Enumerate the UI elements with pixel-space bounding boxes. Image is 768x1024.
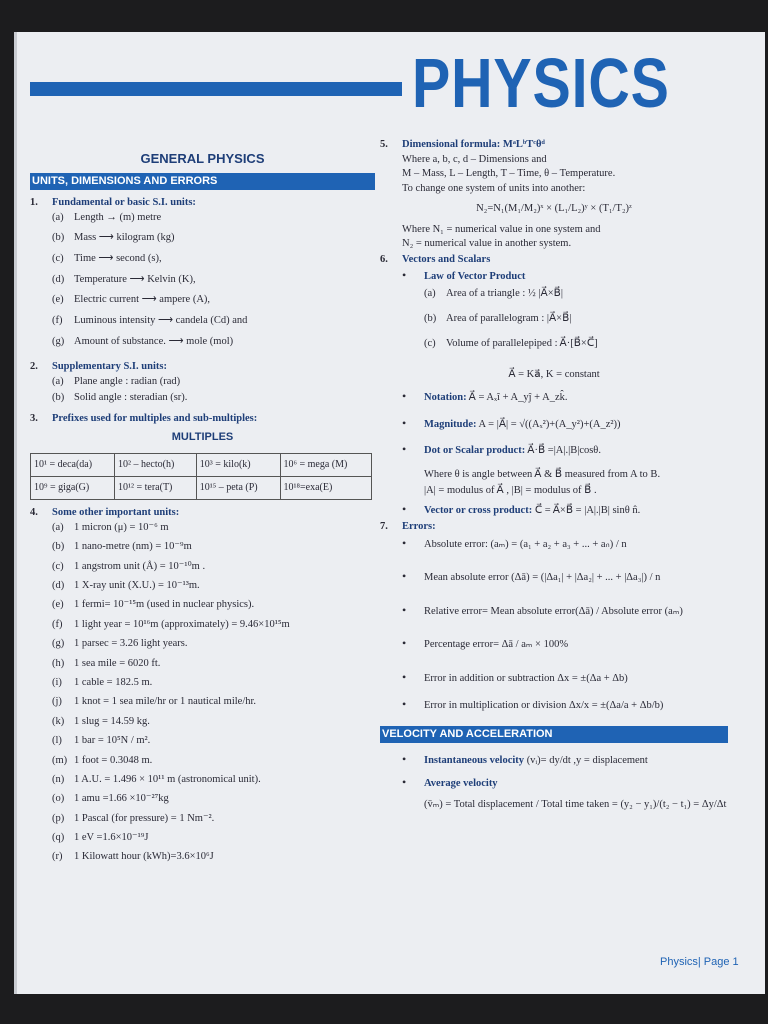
error-item xyxy=(402,537,728,551)
error-text: Error in addition or subtraction Δx = ±(Δa + Δb) xyxy=(424,672,628,684)
important-unit-item-text: 1 micron (μ) = 10⁻⁶ m xyxy=(74,521,169,533)
unit-item-key: (f) xyxy=(52,314,63,326)
prefix-cell: 10¹⁸=exa(E) xyxy=(280,477,372,500)
error-text: Absolute error: (aₘ) = (a₁ + a₂ + a₃ + ... + aₙ) / n xyxy=(424,538,627,550)
important-unit-item-key: (i) xyxy=(52,676,62,688)
section-4-title: 4. Some other important units: xyxy=(30,507,180,519)
supplementary-item-text: Plane angle : radian (rad) xyxy=(74,375,181,387)
important-unit-item-key: (o) xyxy=(52,793,65,805)
important-unit-item-text: 1 slug = 14.59 kg. xyxy=(74,715,150,727)
important-unit-item xyxy=(52,600,375,619)
velocity-item xyxy=(402,753,728,767)
dot-product-note: Where θ is angle between A⃗ & B⃗ measured from A to B. xyxy=(424,468,661,480)
important-unit-item xyxy=(52,852,375,871)
unit-item xyxy=(52,337,375,358)
important-unit-item xyxy=(52,833,375,852)
important-unit-item-text: 1 nano-metre (nm) = 10⁻⁹m xyxy=(74,541,192,553)
important-unit-item xyxy=(52,697,375,716)
velocity-band: VELOCITY AND ACCELERATION xyxy=(380,726,728,743)
page-title: PHYSICS xyxy=(412,44,670,122)
bullet-dot: • xyxy=(402,535,407,550)
important-unit-item xyxy=(52,775,375,794)
error-item xyxy=(402,637,728,651)
unit-item xyxy=(52,316,375,337)
important-unit-item-text: 1 angstrom unit (Å) = 10⁻¹⁰m . xyxy=(74,560,206,572)
important-unit-item-key: (q) xyxy=(52,832,65,844)
vector-bullets xyxy=(380,390,728,457)
bullet-label: Notation: xyxy=(424,392,467,403)
important-unit-item xyxy=(52,659,375,678)
errors-list xyxy=(380,537,728,712)
prefix-cell: 10¹ = deca(da) xyxy=(31,454,115,477)
important-unit-item-key: (b) xyxy=(52,541,65,553)
important-unit-item xyxy=(52,717,375,736)
prefix-row xyxy=(31,454,372,477)
important-unit-item-key: (d) xyxy=(52,579,65,591)
error-text: Error in multiplication or division Δx/x = ±(Δa/a + Δb/b) xyxy=(424,700,664,711)
important-unit-item xyxy=(52,794,375,813)
important-unit-item-key: (p) xyxy=(52,812,65,824)
section-1-title: 1. Fundamental or basic S.I. units: xyxy=(30,197,196,208)
error-item xyxy=(402,671,728,685)
important-unit-item-text: 1 Pascal (for pressure) = 1 Nm⁻². xyxy=(74,812,215,824)
bullet-dot: • xyxy=(402,415,407,430)
numerical-value-line: Where N₁ = numerical value in one system and xyxy=(402,223,601,235)
vector-bullet xyxy=(402,417,728,431)
important-unit-item xyxy=(52,523,375,542)
vector-item-key: (a) xyxy=(424,287,436,299)
important-unit-item-key: (j) xyxy=(52,696,62,708)
important-unit-item-key: (m) xyxy=(52,754,68,766)
bullet-dot: • xyxy=(402,669,407,684)
unit-item-key: (d) xyxy=(52,273,65,285)
unit-item-text: Temperature ⟶ Kelvin (K), xyxy=(74,273,196,285)
unit-item-key: (c) xyxy=(52,252,64,264)
bullet-dot: • xyxy=(402,389,407,403)
bullet-dot: • xyxy=(402,697,407,711)
vector-law-heading: • Law of Vector Product xyxy=(402,268,526,282)
important-unit-item-key: (a) xyxy=(52,521,64,533)
error-item xyxy=(402,698,728,712)
important-unit-item-text: 1 A.U. = 1.496 × 10¹¹ m (astronomical unit). xyxy=(74,773,261,785)
prefix-cell: 10⁶ = mega (M) xyxy=(280,454,372,477)
vector-product-item xyxy=(424,339,728,364)
important-unit-item-key: (h) xyxy=(52,657,65,669)
bullet-dot: • xyxy=(402,636,407,650)
important-unit-item xyxy=(52,620,375,639)
dimension-text-line: Where a, b, c, d – Dimensions and xyxy=(402,153,547,165)
supplementary-item-key: (b) xyxy=(52,391,65,403)
important-unit-item-text: 1 light year = 10¹⁶m (approximately) = 9.46×10¹⁵m xyxy=(74,618,290,630)
supplementary-item xyxy=(52,377,375,393)
bullet-dot: • xyxy=(402,602,407,617)
error-text: Mean absolute error (Δā) = (|Δa₁| + |Δa₂| + ... + |Δa₃|) / n xyxy=(424,572,661,583)
unit-item xyxy=(52,295,375,316)
section-4-list xyxy=(30,523,375,872)
title-bar xyxy=(30,82,402,96)
prefix-cell: 10² – hecto(h) xyxy=(115,454,197,477)
important-unit-item-key: (n) xyxy=(52,773,65,785)
dimension-text-line: M – Mass, L – Length, T – Time, θ – Temperature. xyxy=(402,168,616,179)
section-heading: GENERAL PHYSICS xyxy=(140,151,265,166)
important-unit-item-text: 1 parsec = 3.26 light years. xyxy=(74,638,188,650)
velocity-label: Average velocity xyxy=(424,778,498,789)
bullet-dot: • xyxy=(402,751,407,766)
unit-item-text: Mass ⟶ kilogram (kg) xyxy=(74,232,175,244)
prefix-cell: 10¹² = tera(T) xyxy=(115,477,197,500)
important-unit-item-key: (g) xyxy=(52,638,65,650)
supplementary-item-text: Solid angle : steradian (sr). xyxy=(74,391,188,403)
cross-product: • Vector or cross product: C⃗ = A⃗×B⃗ = |A|.|B| sinθ n̂. xyxy=(402,501,641,516)
unit-item xyxy=(52,254,375,275)
unit-item xyxy=(52,233,375,254)
velocity-list xyxy=(380,753,728,790)
important-unit-item-key: (e) xyxy=(52,599,64,611)
section-1-list xyxy=(30,213,375,358)
important-unit-item-text: 1 Kilowatt hour (kWh)=3.6×10⁶J xyxy=(74,851,214,863)
important-unit-item xyxy=(52,756,375,775)
important-unit-item-text: 1 sea mile = 6020 ft. xyxy=(74,657,161,669)
prefix-row xyxy=(31,477,372,500)
important-unit-item xyxy=(52,562,375,581)
vector-bullet xyxy=(402,390,728,404)
unit-item-text: Amount of substance. ⟶ mole (mol) xyxy=(74,335,234,347)
important-unit-item xyxy=(52,814,375,833)
unit-item-text: Length → (m) metre xyxy=(74,211,162,223)
average-velocity-formula: (v̄ₘ) = Total displacement / Total time taken = (y₂ − y₁)/(t₂ − t₁) = Δy/Δt xyxy=(424,798,727,810)
dot-product-note: |A| = modulus of A⃗ , |B| = modulus of B⃗ . xyxy=(424,485,597,496)
unit-item-text: Time ⟶ second (s), xyxy=(74,252,162,264)
important-unit-item xyxy=(52,639,375,658)
section-band: UNITS, DIMENSIONS AND ERRORS xyxy=(30,173,375,190)
important-unit-item-key: (k) xyxy=(52,715,65,727)
bullet-label: Magnitude: xyxy=(424,418,477,430)
supplementary-item xyxy=(52,393,375,409)
bullet-text: A = |A⃗| = √((Aₓ²)+(A_y²)+(A_z²)) xyxy=(478,418,621,430)
prefix-cell: 10¹⁵ – peta (P) xyxy=(196,477,280,500)
important-unit-item-text: 1 bar = 10⁵N / m². xyxy=(74,735,151,747)
bullet-dot: • xyxy=(402,442,407,456)
section-6-title: 6. Vectors and Scalars xyxy=(380,253,491,265)
prefix-table xyxy=(30,453,372,500)
vector-product-item xyxy=(424,314,728,339)
left-column xyxy=(30,148,375,872)
page-footer: Physics| Page 1 xyxy=(660,956,739,968)
unit-conversion-formula: N₂=N₁(M₁/M₂)ˣ × (L₁/L₂)ʸ × (T₁/T₂)ᶻ xyxy=(476,203,632,214)
section-3-title: 3. Prefixes used for multiples and sub-multiples: xyxy=(30,412,258,424)
vector-item-key: (c) xyxy=(424,337,436,349)
error-item xyxy=(402,570,728,584)
error-text: Percentage error= Δā / aₘ × 100% xyxy=(424,639,569,650)
important-unit-item-text: 1 cable = 182.5 m. xyxy=(74,676,153,688)
important-unit-item-key: (l) xyxy=(52,735,62,747)
prefix-cell: 10³ = kilo(k) xyxy=(196,454,280,477)
vector-bullet xyxy=(402,443,728,457)
section-5-title: 5. Dimensional formula: MᵃLᵇTᶜθᵈ xyxy=(380,139,545,150)
error-item xyxy=(402,604,728,618)
dimension-text-line: To change one system of units into another: xyxy=(402,182,586,194)
section-6-list xyxy=(380,289,728,364)
important-unit-item-text: 1 eV =1.6×10⁻¹⁹J xyxy=(74,832,149,844)
important-unit-item xyxy=(52,678,375,697)
important-unit-item xyxy=(52,542,375,561)
important-unit-item-key: (c) xyxy=(52,560,64,572)
important-unit-item-text: 1 X-ray unit (X.U.) = 10⁻¹³m. xyxy=(74,579,200,591)
dot-product-notes xyxy=(380,470,728,497)
important-unit-item-text: 1 fermi= 10⁻¹⁵m (used in nuclear physics). xyxy=(74,599,255,611)
section-2-list xyxy=(30,377,375,409)
section-5-where xyxy=(380,225,728,250)
section-2-title: 2. Supplementary S.I. units: xyxy=(30,361,167,373)
vector-item-text: Volume of parallelepiped : A⃗·[B⃗×C⃗] xyxy=(446,337,598,349)
bullet-text: A⃗·B⃗ =|A|.|B|cosθ. xyxy=(527,445,601,456)
vector-item-text: Area of parallelogram : |A⃗×B⃗| xyxy=(446,312,572,324)
important-unit-item-text: 1 foot = 0.3048 m. xyxy=(74,754,153,766)
vector-item-key: (b) xyxy=(424,312,437,324)
multiples-label: MULTIPLES xyxy=(171,431,234,444)
numerical-value-line: N₂ = numerical value in another system. xyxy=(402,238,572,249)
bullet-text: A⃗ = Aₓî + A_yĵ + A_zk̂. xyxy=(468,392,568,403)
section-5-text xyxy=(380,155,728,195)
section-7-title: 7. Errors: xyxy=(380,521,436,532)
unit-item-key: (e) xyxy=(52,294,64,306)
bullet-dot: • xyxy=(402,775,407,789)
unit-item-key: (a) xyxy=(52,211,64,223)
unit-item-text: Electric current ⟶ ampere (A), xyxy=(74,294,211,306)
supplementary-item-key: (a) xyxy=(52,375,64,387)
error-text: Relative error= Mean absolute error(Δā) / Absolute error (aₘ) xyxy=(424,605,683,617)
bullet-dot: • xyxy=(402,569,407,583)
unit-item-key: (g) xyxy=(52,335,65,347)
important-unit-item-key: (r) xyxy=(52,851,63,863)
unit-item-key: (b) xyxy=(52,232,65,244)
vector-product-item xyxy=(424,289,728,314)
velocity-text: (vᵢ)= dy/dt ,y = displacement xyxy=(526,754,648,766)
velocity-item xyxy=(402,776,728,790)
bullet-label: Dot or Scalar product: xyxy=(424,445,526,456)
right-column xyxy=(380,140,728,810)
velocity-label: Instantaneous velocity xyxy=(424,754,525,766)
important-unit-item-text: 1 knot = 1 sea mile/hr or 1 nautical mile/hr. xyxy=(74,696,257,708)
vector-item-text: Area of a triangle : ½ |A⃗×B⃗| xyxy=(446,287,563,299)
vector-equation: A⃗ = Ka⃗, K = constant xyxy=(508,368,600,380)
important-unit-item-key: (f) xyxy=(52,618,63,630)
important-unit-item-text: 1 amu =1.66 ×10⁻²⁷kg xyxy=(74,793,169,805)
unit-item xyxy=(52,213,375,234)
unit-item xyxy=(52,275,375,296)
unit-item-text: Luminous intensity ⟶ candela (Cd) and xyxy=(74,314,248,326)
important-unit-item xyxy=(52,581,375,600)
prefix-cell: 10⁹ = giga(G) xyxy=(31,477,115,500)
important-unit-item xyxy=(52,736,375,755)
